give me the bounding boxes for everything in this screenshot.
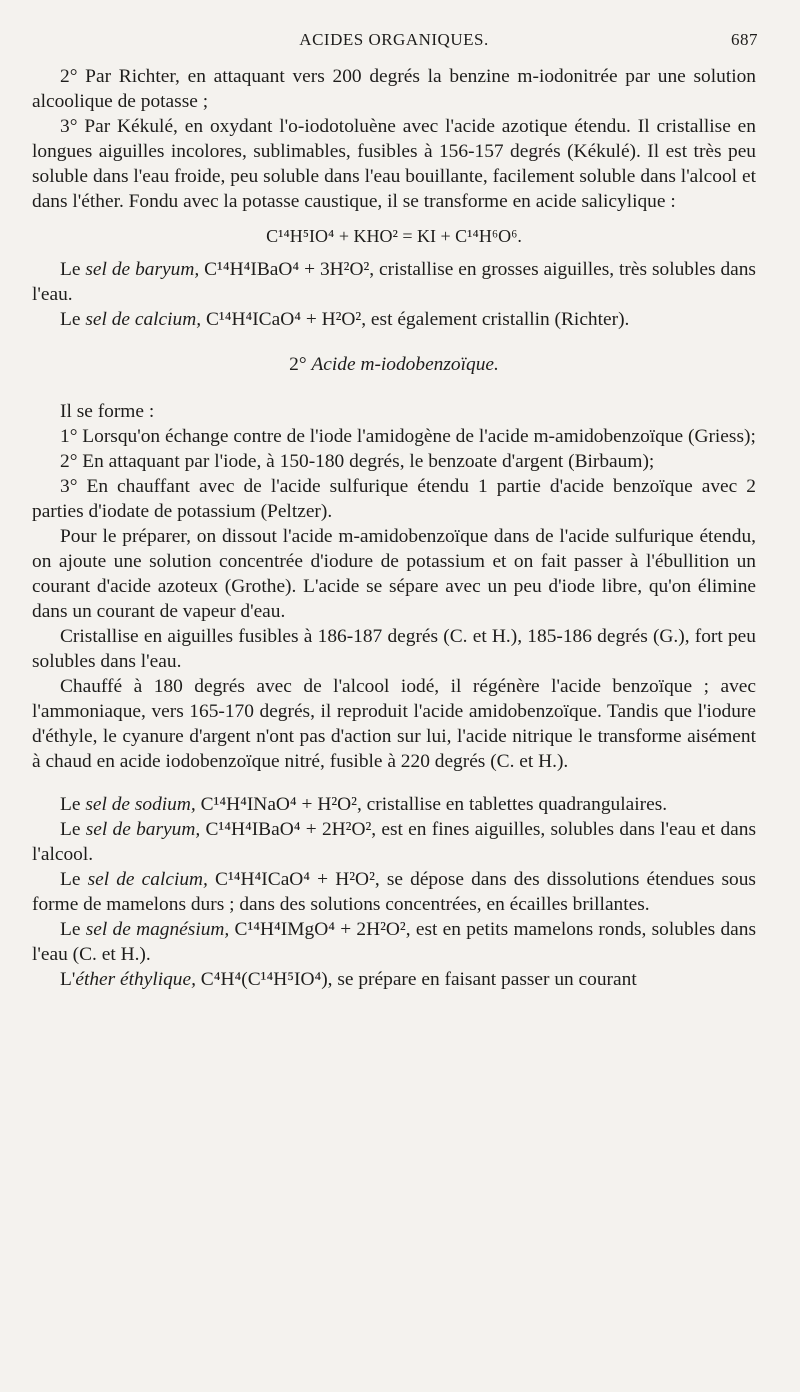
page-body — [32, 64, 756, 992]
salt-name: sel de sodium, — [85, 794, 196, 815]
paragraph: Chauffé à 180 degrés avec de l'alcool iodé, il régénère l'acide benzoïque ; avec l'ammoniaque, vers 165-170 degrés, il reproduit l'acide amidobenzoïque. Tandis que l'iodure d'éthyle, le cyanure d'argent n'ont pas d'action sur lui, l'acide nitrique le transforme aisément à chaud en acide iodobenzoïque nitré, fusible à 220 degrés (C. et H.). — [32, 676, 756, 772]
running-title: ACIDES ORGANIQUES. — [299, 30, 489, 49]
paragraph: Il se forme : — [60, 401, 155, 422]
section-heading: 2° Acide m-iodobenzoïque. — [289, 354, 499, 375]
paragraph: 2° En attaquant par l'iode, à 150-180 degrés, le benzoate d'argent (Birbaum); — [60, 451, 655, 472]
chemical-equation: C¹⁴H⁵IO⁴ + KHO² = KI + C¹⁴H⁶O⁶. — [266, 226, 522, 246]
paragraph: L'éther éthylique, C⁴H⁴(C¹⁴H⁵IO⁴), se prépare en faisant passer un courant — [60, 969, 637, 990]
paragraph: Cristallise en aiguilles fusibles à 186-187 degrés (C. et H.), 185-186 degrés (G.), fort peu solubles dans l'eau. — [32, 626, 756, 672]
paragraph: Le sel de magnésium, C¹⁴H⁴IMgO⁴ + 2H²O², est en petits mamelons ronds, solubles dans l'eau (C. et H.). — [32, 919, 756, 965]
salt-name: sel de calcium, — [85, 309, 202, 330]
paragraph: Le sel de baryum, C¹⁴H⁴IBaO⁴ + 3H²O², cristallise en grosses aiguilles, très solubles dans l'eau. — [32, 259, 756, 305]
salt-name: sel de baryum, — [85, 819, 201, 840]
salt-name: sel de baryum, — [85, 259, 200, 280]
paragraph: 3° En chauffant avec de l'acide sulfurique étendu 1 partie d'acide benzoïque avec 2 parties d'iodate de potassium (Peltzer). — [32, 476, 756, 522]
paragraph: Le sel de calcium, C¹⁴H⁴ICaO⁴ + H²O², se dépose dans des dissolutions étendues sous forme de mamelons durs ; dans des solutions concentrées, en écailles brillantes. — [32, 869, 756, 915]
paragraph: Le sel de baryum, C¹⁴H⁴IBaO⁴ + 2H²O², est en fines aiguilles, solubles dans l'eau et dans l'alcool. — [32, 819, 756, 865]
paragraph: Pour le préparer, on dissout l'acide m-amidobenzoïque dans de l'acide sulfurique étendu, on ajoute une solution concentrée d'iodure de potassium et on fait passer à l'ébullition un courant d'acide azoteux (Grothe). L'acide se sépare avec un peu d'iode libre, qu'on élimine dans un courant de vapeur d'eau. — [32, 526, 756, 622]
salt-name: sel de calcium, — [87, 869, 208, 890]
paragraph: Le sel de sodium, C¹⁴H⁴INaO⁴ + H²O², cristallise en tablettes quadrangulaires. — [60, 794, 668, 815]
ether-name: éther éthylique, — [75, 969, 196, 990]
paragraph: 2° Par Richter, en attaquant vers 200 degrés la benzine m-iodonitrée par une solution alcoolique de potasse ; — [32, 66, 756, 112]
salt-name: sel de magnésium, — [85, 919, 230, 940]
paragraph: Le sel de calcium, C¹⁴H⁴ICaO⁴ + H²O², est également cristallin (Richter). — [60, 309, 630, 330]
paragraph: 1° Lorsqu'on échange contre de l'iode l'amidogène de l'acide m-amidobenzoïque (Griess); — [60, 426, 756, 447]
running-header — [30, 30, 758, 54]
paragraph: 3° Par Kékulé, en oxydant l'o-iodotoluène avec l'acide azotique étendu. Il cristallise en longues aiguilles incolores, sublimables, fusibles à 156-157 degrés (Kékulé). Il est très peu soluble dans l'eau froide, peu soluble dans l'eau bouillante, facilement soluble dans l'alcool et dans l'éther. Fondu avec la potasse caustique, il se transforme en acide salicylique : — [32, 116, 756, 212]
page-number: 687 — [731, 30, 758, 49]
